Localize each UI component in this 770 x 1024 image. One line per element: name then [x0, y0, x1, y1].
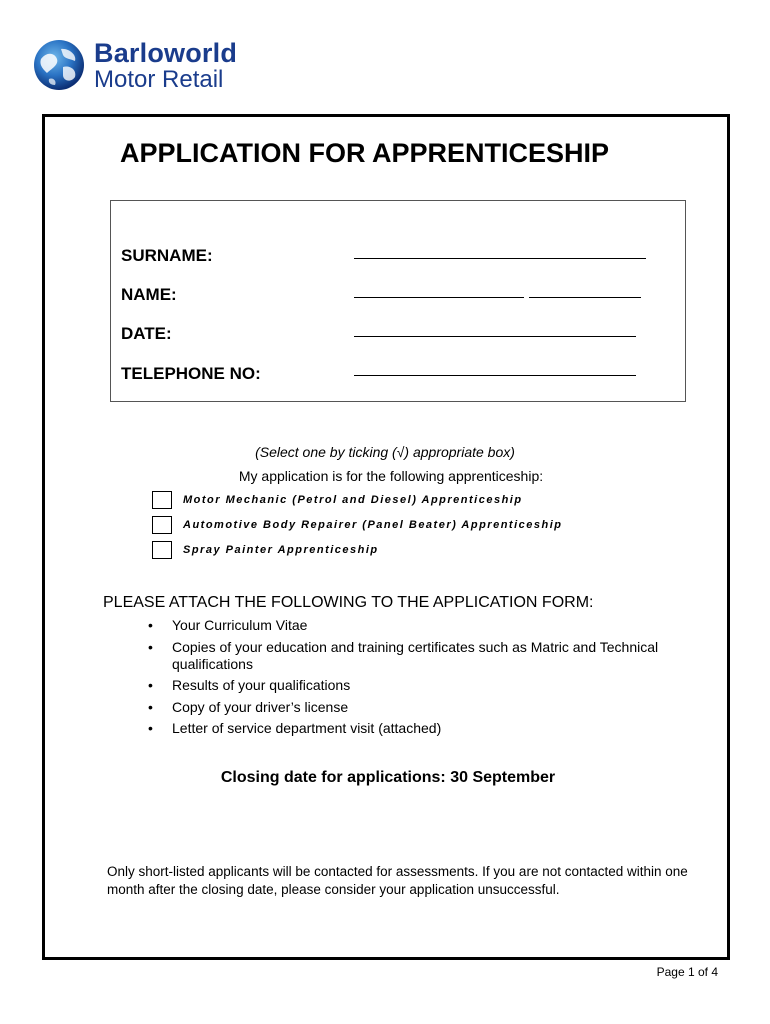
company-logo	[33, 36, 293, 96]
name-line-first[interactable]	[354, 297, 524, 298]
option-label: Spray Painter Apprenticeship	[183, 544, 379, 556]
telephone-label: TELEPHONE NO:	[121, 364, 261, 383]
option-checkbox[interactable]	[152, 516, 172, 534]
selection-intro: My application is for the following apprenticeship:	[238, 468, 544, 484]
option-checkbox[interactable]	[152, 541, 172, 559]
list-item-text: Results of your qualifications	[172, 677, 351, 693]
option-checkbox[interactable]	[152, 491, 172, 509]
option-label: Motor Mechanic (Petrol and Diesel) Apprenticeship	[183, 494, 523, 506]
list-item	[146, 677, 726, 694]
closing-date: Closing date for applications: 30 September	[220, 769, 556, 786]
attachments-list	[146, 617, 726, 742]
bullet-icon: •	[148, 677, 153, 693]
option-label: Automotive Body Repairer (Panel Beater) Apprenticeship	[183, 519, 563, 531]
shortlist-notice: Only short-listed applicants will be contacted for assessments. If you are not contacted within one month after the closing date, please consider your application unsuccessful.	[107, 864, 688, 897]
logo-subtitle-text: Motor Retail	[94, 66, 224, 93]
list-item-text: Letter of service department visit (attached)	[172, 720, 442, 736]
form-title: APPLICATION FOR APPRENTICESHIP	[120, 138, 610, 168]
date-line[interactable]	[354, 336, 636, 337]
bullet-icon: •	[148, 638, 153, 655]
name-line-second[interactable]	[529, 297, 641, 298]
list-item	[146, 699, 726, 716]
telephone-line[interactable]	[354, 375, 636, 376]
page-number: Page 1 of 4	[656, 965, 718, 979]
list-item	[146, 720, 726, 737]
list-item-text: Copy of your driver’s license	[172, 698, 349, 715]
surname-line[interactable]	[354, 258, 646, 259]
selection-instruction: (Select one by ticking (√) appropriate box)	[255, 444, 515, 460]
list-item	[146, 639, 726, 673]
list-item-text: Your Curriculum Vitae	[172, 617, 308, 633]
bullet-icon: •	[148, 720, 153, 736]
bullet-icon: •	[148, 617, 153, 633]
list-item-text: Copies of your education and training certificates such as Matric and Technical qualifications	[172, 638, 659, 672]
globe-icon	[33, 39, 85, 91]
bullet-icon: •	[148, 698, 153, 715]
list-item	[146, 617, 726, 634]
date-label: DATE:	[121, 324, 172, 343]
name-label: NAME:	[121, 285, 177, 304]
surname-label: SURNAME:	[121, 246, 213, 265]
attachments-heading: PLEASE ATTACH THE FOLLOWING TO THE APPLICATION FORM:	[103, 594, 594, 611]
logo-brand-text: Barloworld	[94, 38, 238, 68]
